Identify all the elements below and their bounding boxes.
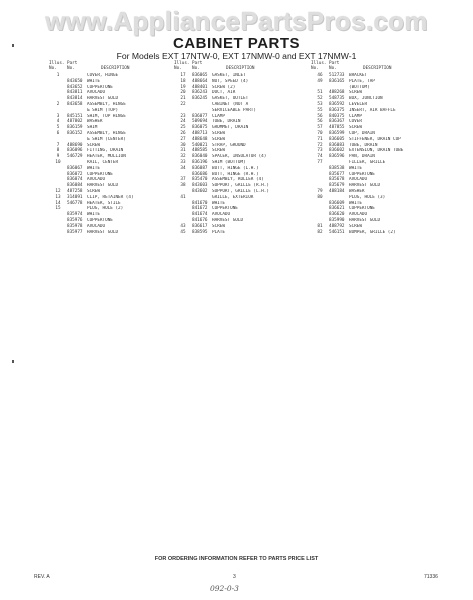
- parts-rows: [174, 73, 310, 235]
- part-number: 546151: [329, 229, 345, 235]
- illus-number: 71: [317, 136, 323, 142]
- part-number: 487802: [67, 119, 83, 125]
- part-number: 836096: [67, 148, 83, 154]
- part-description: TUBE, DRAIN: [349, 142, 378, 148]
- part-number: 836367: [329, 119, 345, 125]
- part-description: SCREW: [349, 90, 362, 96]
- illus-number: 33: [180, 159, 186, 165]
- page-title: CABINET PARTS: [172, 35, 301, 52]
- part-description: COPPERTONE: [349, 206, 375, 212]
- part-number: 546778: [67, 200, 83, 206]
- illus-number: 7: [56, 142, 60, 148]
- part-number: 836617: [192, 223, 208, 229]
- parts-column-1: [49, 61, 179, 235]
- part-description: & SHIM (TOP): [87, 107, 119, 113]
- column-header: [311, 61, 441, 71]
- part-description: COVER: [349, 119, 362, 125]
- illus-number: 77: [317, 159, 323, 165]
- part-description: WHITE: [349, 200, 362, 206]
- part-description: AVOCADO: [87, 177, 106, 183]
- part-description: COPPERTONE: [212, 206, 238, 212]
- illus-number: 37: [180, 177, 186, 183]
- part-number: 843658: [67, 101, 83, 107]
- part-number: 487855: [329, 125, 345, 131]
- illus-number: 17: [180, 73, 186, 78]
- part-description: SHIM (BOTTOM): [212, 159, 246, 165]
- part-description: WHITE: [87, 212, 100, 218]
- part-number: 488690: [67, 142, 83, 148]
- header-part: Part: [329, 61, 340, 66]
- part-number: 843814: [67, 96, 83, 102]
- header-illus-no: No.: [49, 66, 57, 71]
- part-number: 548735: [329, 96, 345, 102]
- header-part-no: No.: [192, 66, 200, 71]
- part-number: 843602: [192, 188, 208, 194]
- illus-number: 56: [317, 113, 323, 119]
- part-number: 835978: [67, 223, 83, 229]
- part-description: WASHER: [349, 188, 365, 194]
- header-part: Part: [67, 61, 78, 66]
- part-number: 836159: [67, 125, 83, 131]
- part-description: SCREW: [349, 223, 362, 229]
- header-illus: Illus.: [174, 61, 190, 66]
- illus-number: 55: [317, 107, 323, 113]
- part-description: ASSEMBLY, HINGE: [87, 101, 126, 107]
- part-description: COPPERTONE: [87, 171, 113, 177]
- part-description: STRAP, GROUND: [212, 142, 246, 148]
- illus-number: 45: [180, 229, 186, 235]
- part-number: 836084: [67, 183, 83, 189]
- header-illus: Illus.: [311, 61, 327, 66]
- illus-number: 72: [317, 142, 323, 148]
- part-number: 836075: [192, 125, 208, 131]
- part-description: STIFFENER, DRAIN CUP: [349, 136, 401, 142]
- illus-number: 52: [317, 96, 323, 102]
- part-description: INSERT, AIR BAFFLE: [349, 107, 396, 113]
- part-description: AVOCADO: [349, 212, 368, 218]
- document-number: 71336: [424, 574, 438, 580]
- part-description: AVOCADO: [87, 223, 106, 229]
- part-number: 488184: [329, 188, 345, 194]
- part-description: EXTENSION, DRAIN TUBE: [349, 148, 404, 154]
- parts-column-2: [174, 61, 310, 235]
- illus-number: 51: [317, 90, 323, 96]
- part-description: BUMPER, GRILLE (2): [349, 229, 396, 235]
- part-number: 845151: [67, 113, 83, 119]
- header-part-no: No.: [67, 66, 75, 71]
- part-description: ASSEMBLY, HINGE: [87, 130, 126, 136]
- illus-number: 34: [180, 165, 186, 171]
- site-watermark: www.AppliancePartsPros.com: [45, 6, 428, 36]
- part-number: 840375: [329, 113, 345, 119]
- part-description: SCREW: [212, 223, 225, 229]
- part-description: SUPPORT, GRILLE (L.H.): [212, 188, 269, 194]
- part-number: 512733: [329, 73, 345, 78]
- part-description: SCREW: [349, 125, 362, 131]
- illus-number: 12: [55, 188, 61, 194]
- part-description: WHITE: [212, 200, 225, 206]
- part-number: 836375: [329, 107, 345, 113]
- part-description: WHITE: [87, 78, 100, 84]
- part-description: PLATE, TAP: [349, 78, 375, 84]
- part-number: 835977: [67, 229, 83, 235]
- illus-number: 31: [180, 148, 186, 154]
- illus-number: 70: [317, 130, 323, 136]
- header-description: DESCRIPTION: [226, 66, 255, 71]
- illus-number: 15: [55, 206, 61, 212]
- part-number: 841676: [192, 217, 208, 223]
- illus-number: 32: [180, 154, 186, 160]
- illus-number: 5: [56, 125, 60, 131]
- part-number: 314091: [67, 194, 83, 200]
- illus-number: 10: [55, 159, 61, 165]
- table-row: [311, 230, 441, 236]
- part-description: GROMMET, DRAIN: [212, 125, 249, 131]
- part-number: 488268: [329, 90, 345, 96]
- part-number: 509694: [192, 119, 208, 125]
- part-description: HARVEST GOLD: [349, 217, 381, 223]
- illus-number: 14: [55, 200, 61, 206]
- part-description: CLAMP: [212, 113, 225, 119]
- part-description: HARVEST GOLD: [87, 96, 119, 102]
- table-row: [174, 230, 310, 236]
- part-description: HARVEST GOLD: [87, 183, 119, 189]
- header-illus: Illus.: [49, 61, 65, 66]
- part-description: LEVELER: [349, 101, 368, 107]
- part-number: 841672: [192, 206, 208, 212]
- part-description: CUP, DRAIN: [349, 130, 375, 136]
- part-description: SUPPORT, GRILLE (R.H.): [212, 183, 269, 189]
- illus-number: 25: [180, 125, 186, 131]
- part-number: 836245: [192, 96, 208, 102]
- illus-number: 20: [180, 90, 186, 96]
- part-description: COPPERTONE: [87, 217, 113, 223]
- part-number: 836596: [329, 154, 345, 160]
- part-description: DUCT, AIR: [212, 90, 236, 96]
- illus-number: 21: [180, 96, 186, 102]
- part-number: 488713: [192, 130, 208, 136]
- part-number: 836605: [329, 136, 345, 142]
- part-number: 836074: [67, 177, 83, 183]
- part-number: 546729: [67, 154, 83, 160]
- part-description: BOX, JUNCTION: [349, 96, 383, 102]
- part-number: 488585: [192, 148, 208, 154]
- part-number: 836599: [329, 130, 345, 136]
- part-description: SCREW: [87, 188, 100, 194]
- part-number: 843603: [192, 183, 208, 189]
- part-number: 843652: [67, 84, 83, 90]
- table-row: [49, 230, 179, 236]
- part-description: SERVICEABLE PART): [212, 107, 256, 113]
- illus-number: 41: [180, 194, 186, 200]
- part-number: 488648: [192, 136, 208, 142]
- illus-number: 49: [317, 78, 323, 84]
- header-illus-no: No.: [174, 66, 182, 71]
- part-number: 836077: [192, 113, 208, 119]
- part-description: SCREW (2): [212, 84, 236, 90]
- column-header: [174, 61, 310, 71]
- illus-number: 23: [180, 113, 186, 119]
- part-description: CABINET (NOT A: [212, 101, 249, 107]
- illus-number: 22: [180, 101, 186, 107]
- part-number: 835976: [67, 217, 83, 223]
- part-number: 488664: [192, 78, 208, 84]
- part-description: HARVEST GOLD: [212, 217, 244, 223]
- page-number: 3: [233, 574, 236, 580]
- part-number: 838595: [192, 229, 208, 235]
- part-description: BUTT, HINGE (L.H.): [212, 165, 259, 171]
- part-number: 488401: [192, 84, 208, 90]
- part-number: 540021: [192, 142, 208, 148]
- parts-rows: [49, 73, 179, 235]
- illus-number: 74: [317, 154, 323, 160]
- illus-number: 57: [317, 125, 323, 131]
- part-description: PLUG, HOLE (2): [87, 206, 124, 212]
- illus-number: 3: [56, 113, 60, 119]
- illus-number: 82: [317, 229, 323, 235]
- illus-number: 26: [180, 130, 186, 136]
- illus-number: 18: [180, 78, 186, 84]
- illus-number: 8: [56, 148, 60, 154]
- illus-number: 1: [56, 73, 60, 78]
- page-subtitle: For Models EXT 17NTW-0, EXT 17NMW-0 and EXT 17NMW-1: [116, 51, 357, 61]
- part-number: 838538: [329, 165, 345, 171]
- part-description: & SHIM (CENTER): [87, 136, 126, 142]
- part-description: PLUG, HOLE (3): [349, 194, 386, 200]
- part-number: 836686: [192, 171, 208, 177]
- part-description: ASSEMBLY, ROLLER (4): [212, 177, 264, 183]
- part-description: COPPERTONE: [349, 171, 375, 177]
- header-part: Part: [192, 61, 203, 66]
- part-description: NUT, SPEED (4): [212, 78, 249, 84]
- illus-number: 27: [180, 136, 186, 142]
- part-number: 487258: [67, 188, 83, 194]
- part-number: 836243: [192, 90, 208, 96]
- part-number: 836087: [192, 165, 208, 171]
- part-description: GRILLE, EXTERIOR: [212, 194, 254, 200]
- illus-number: 46: [317, 73, 323, 78]
- illus-number: 19: [180, 84, 186, 90]
- part-number: 836065: [192, 73, 208, 78]
- part-description: COVER, HINGE: [87, 73, 119, 78]
- part-number: 843811: [67, 90, 83, 96]
- part-number: 488792: [329, 223, 345, 229]
- part-number: 836609: [329, 200, 345, 206]
- part-description: CLIP, RETAINER (4): [87, 194, 134, 200]
- part-description: SCREW: [87, 142, 100, 148]
- part-number: 836621: [329, 206, 345, 212]
- part-description: FILLER, GRILLE: [349, 159, 386, 165]
- part-description: GASKET, OUTLET: [212, 96, 249, 102]
- part-description: (BOTTOM): [349, 84, 370, 90]
- part-description: SCREW: [212, 130, 225, 136]
- illus-number: 73: [317, 148, 323, 154]
- part-number: 836620: [329, 212, 345, 218]
- part-number: 836040: [192, 154, 208, 160]
- header-part-no: No.: [329, 66, 337, 71]
- part-number: 836602: [329, 148, 345, 154]
- parts-column-3: [311, 61, 441, 235]
- part-description: AVOCADO: [349, 177, 368, 183]
- illus-number: 9: [56, 154, 60, 160]
- part-description: WHITE: [87, 165, 100, 171]
- part-number: 835974: [67, 212, 83, 218]
- part-description: COPPERTONE: [87, 84, 113, 90]
- part-description: HARVEST GOLD: [349, 183, 381, 189]
- part-description: SHIM, TOP HINGE: [87, 113, 126, 119]
- illus-number: 38: [180, 183, 186, 189]
- part-description: BRACKET: [349, 73, 368, 78]
- part-number: 836083: [329, 142, 345, 148]
- illus-number: 13: [55, 194, 61, 200]
- part-number: 836592: [329, 101, 345, 107]
- header-description: DESCRIPTION: [363, 66, 392, 71]
- illus-number: 30: [180, 142, 186, 148]
- part-description: FITTING, DRAIN: [87, 148, 124, 154]
- part-description: WHITE: [349, 165, 362, 171]
- part-description: HEATER, MULLION: [87, 154, 126, 160]
- illus-number: 81: [317, 223, 323, 229]
- part-number: 835677: [329, 171, 345, 177]
- ordering-note: FOR ORDERING INFORMATION REFER TO PARTS PRICE LIST: [154, 556, 319, 562]
- part-number: 835679: [329, 183, 345, 189]
- illus-number: 2: [56, 101, 60, 107]
- part-description: SCREW: [212, 148, 225, 154]
- part-description: WASHER: [87, 119, 103, 125]
- part-description: BUTT, HINGE (R.H.): [212, 171, 259, 177]
- header-description: DESCRIPTION: [101, 66, 130, 71]
- header-illus-no: No.: [311, 66, 319, 71]
- part-description: HARVEST GOLD: [87, 229, 119, 235]
- illus-number: 80: [317, 194, 323, 200]
- part-number: 835470: [192, 177, 208, 183]
- part-description: GASKET, INLET: [212, 73, 246, 78]
- part-description: TUBE, DRAIN: [212, 119, 241, 125]
- illus-number: 56: [317, 119, 323, 125]
- part-description: PAN, DRAIN: [349, 154, 375, 160]
- illus-number: 4: [56, 119, 60, 125]
- part-number: 836165: [329, 78, 345, 84]
- part-number: 835678: [329, 177, 345, 183]
- part-description: SCREW: [212, 136, 225, 142]
- part-description: CLAMP: [349, 113, 362, 119]
- part-description: SHIM: [87, 125, 98, 131]
- handwritten-code: 092-0-3: [210, 584, 239, 593]
- illus-number: 24: [180, 119, 186, 125]
- parts-rows: [311, 73, 441, 235]
- illus-number: 79: [317, 188, 323, 194]
- part-description: PLATE: [212, 229, 225, 235]
- illus-number: [49, 230, 67, 236]
- illus-number: 53: [317, 101, 323, 107]
- illus-number: 6: [56, 130, 60, 136]
- part-number: 835990: [329, 217, 345, 223]
- part-description: RAIL, CENTER: [87, 159, 119, 165]
- part-number: 843650: [67, 78, 83, 84]
- revision-label: REV. A: [34, 574, 50, 580]
- part-number: 841674: [192, 212, 208, 218]
- part-description: SPACER, INSULATOR (4): [212, 154, 267, 160]
- part-description: AVOCADO: [212, 212, 231, 218]
- part-description: HEATER, STILE: [87, 200, 121, 206]
- part-number: 836072: [67, 171, 83, 177]
- part-number: 836196: [192, 159, 208, 165]
- part-description: AVOCADO: [87, 90, 106, 96]
- part-number: 841670: [192, 200, 208, 206]
- part-number: 836152: [67, 130, 83, 136]
- column-header: [49, 61, 179, 71]
- scan-mark: [12, 360, 14, 363]
- part-number: 836067: [67, 165, 83, 171]
- illus-number: 43: [180, 223, 186, 229]
